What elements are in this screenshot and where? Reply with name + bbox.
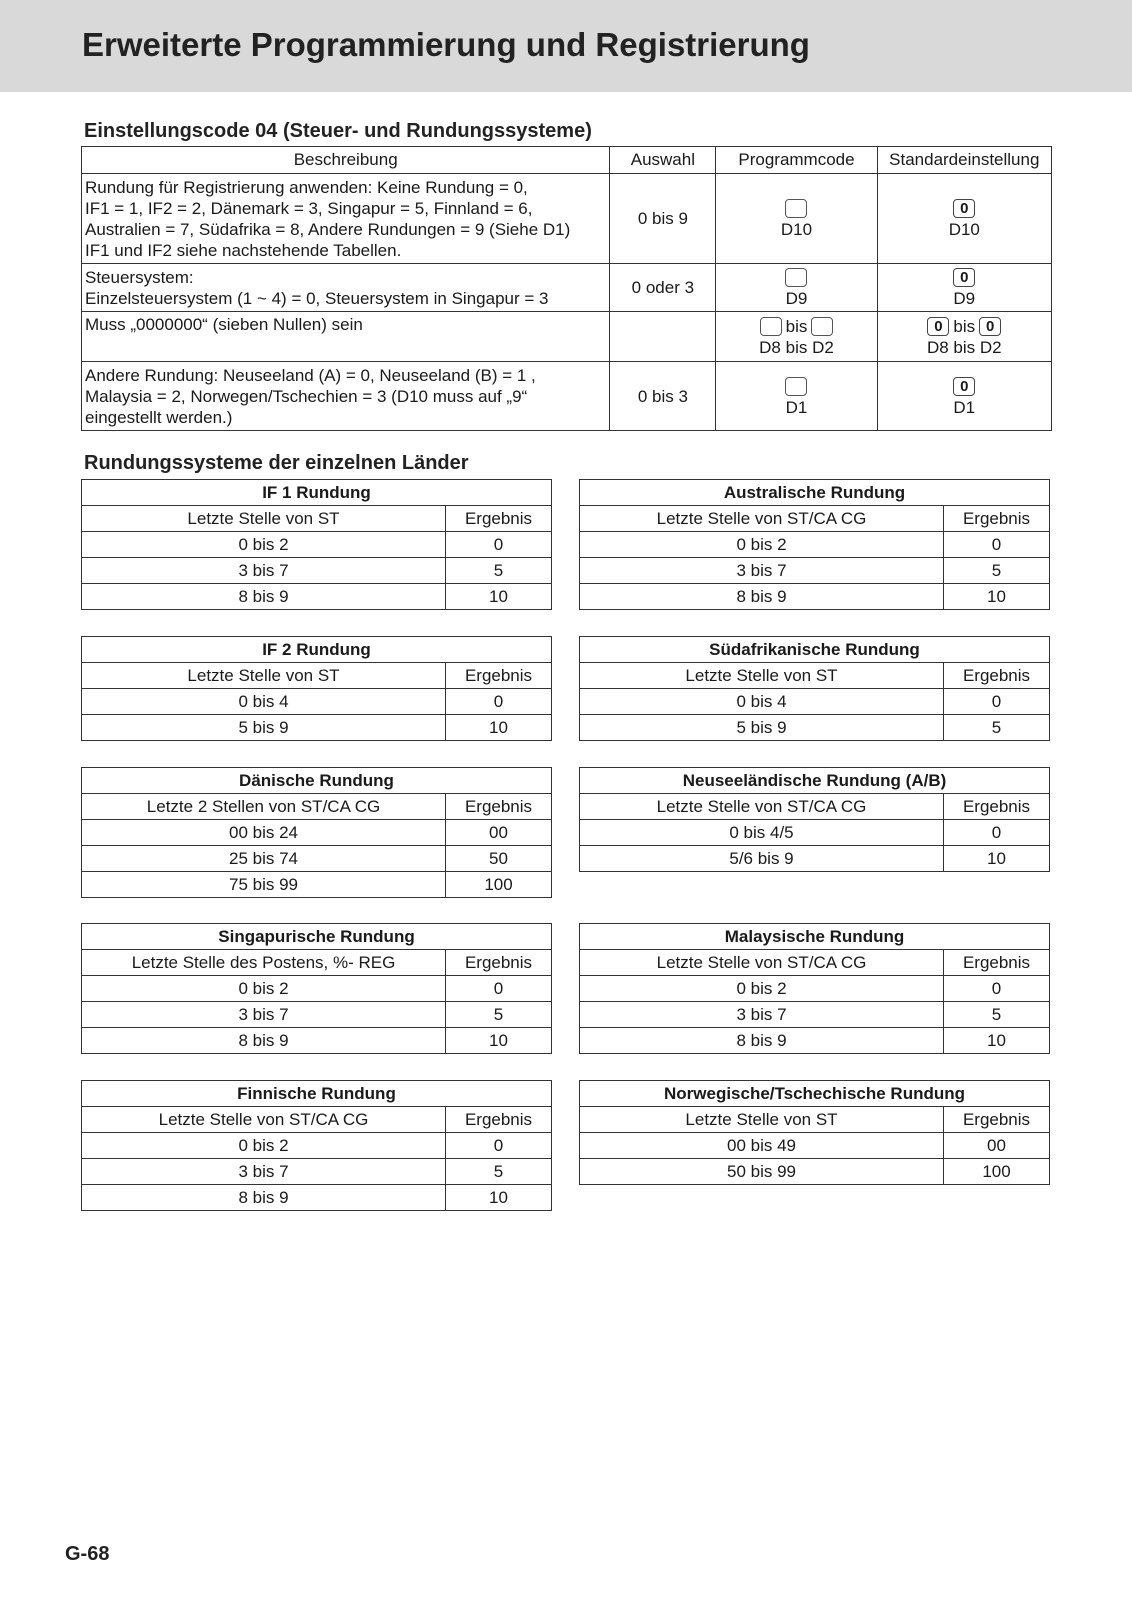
column-header: Letzte Stelle von ST/CA CG bbox=[580, 506, 944, 532]
page-number: G-68 bbox=[65, 1543, 110, 1565]
result-cell: 100 bbox=[944, 1159, 1050, 1185]
rounding-table-title: Südafrikanische Rundung bbox=[580, 637, 1050, 663]
range-cell: 3 bis 7 bbox=[580, 558, 944, 584]
column-header: Ergebnis bbox=[446, 663, 552, 689]
table-row bbox=[580, 558, 1050, 584]
range-cell: 8 bis 9 bbox=[82, 584, 446, 610]
rounding-table-new-zealand bbox=[579, 767, 1050, 872]
table-row bbox=[580, 584, 1050, 610]
table-row bbox=[82, 715, 552, 741]
row-program-code bbox=[716, 312, 877, 362]
result-cell: 0 bbox=[944, 532, 1050, 558]
empty-key-icon bbox=[785, 377, 807, 396]
row-default bbox=[877, 312, 1051, 362]
empty-key-icon bbox=[811, 317, 833, 336]
range-cell: 0 bis 2 bbox=[82, 532, 446, 558]
result-cell: 0 bbox=[446, 532, 552, 558]
result-cell: 10 bbox=[446, 1185, 552, 1211]
result-cell: 10 bbox=[944, 1028, 1050, 1054]
range-cell: 0 bis 2 bbox=[580, 976, 944, 1002]
result-cell: 5 bbox=[944, 1002, 1050, 1028]
range-cell: 8 bis 9 bbox=[580, 584, 944, 610]
row-default bbox=[877, 264, 1051, 312]
rounding-table-if1 bbox=[81, 479, 552, 610]
table-row bbox=[580, 689, 1050, 715]
empty-key-icon bbox=[785, 199, 807, 218]
table-row bbox=[82, 1028, 552, 1054]
table-row bbox=[82, 846, 552, 872]
settings-row-d1 bbox=[82, 362, 1052, 431]
rounding-table-norwegian-czech bbox=[579, 1080, 1050, 1185]
range-cell: 00 bis 24 bbox=[82, 820, 446, 846]
result-cell: 0 bbox=[446, 976, 552, 1002]
column-header-default: Standardeinstellung bbox=[877, 147, 1051, 174]
range-cell: 3 bis 7 bbox=[82, 1002, 446, 1028]
column-header-description: Beschreibung bbox=[82, 147, 610, 174]
column-header: Ergebnis bbox=[446, 950, 552, 976]
row-description bbox=[82, 312, 610, 362]
rounding-table-if2 bbox=[81, 636, 552, 741]
table-row bbox=[82, 558, 552, 584]
range-cell: 0 bis 2 bbox=[580, 532, 944, 558]
rounding-table-title: Singapurische Rundung bbox=[82, 924, 552, 950]
column-header: Letzte Stelle von ST bbox=[82, 663, 446, 689]
rounding-table-singapore bbox=[81, 923, 552, 1054]
settings-row-d8-d2 bbox=[82, 312, 1052, 362]
table-row bbox=[82, 976, 552, 1002]
row-description bbox=[82, 362, 610, 431]
column-header: Ergebnis bbox=[944, 950, 1050, 976]
program-code-label: D9 bbox=[785, 289, 808, 308]
range-cell: 0 bis 2 bbox=[82, 976, 446, 1002]
row-program-code bbox=[716, 174, 877, 264]
rounding-table-title: Australische Rundung bbox=[580, 480, 1050, 506]
table-row bbox=[82, 1133, 552, 1159]
rounding-table-australian bbox=[579, 479, 1050, 610]
result-cell: 50 bbox=[446, 846, 552, 872]
default-code-label: D10 bbox=[948, 220, 980, 239]
result-cell: 0 bbox=[944, 689, 1050, 715]
range-cell: 0 bis 4 bbox=[82, 689, 446, 715]
description-line: Australien = 7, Südafrika = 8, Andere Rundungen = 9 (Siehe D1) bbox=[85, 219, 571, 239]
column-header: Letzte Stelle von ST bbox=[82, 506, 446, 532]
range-cell: 0 bis 2 bbox=[82, 1133, 446, 1159]
result-cell: 5 bbox=[446, 558, 552, 584]
table-row bbox=[82, 1159, 552, 1185]
result-cell: 5 bbox=[446, 1002, 552, 1028]
table-row bbox=[580, 820, 1050, 846]
rounding-table-title: Malaysische Rundung bbox=[580, 924, 1050, 950]
table-row bbox=[580, 846, 1050, 872]
column-header: Letzte Stelle von ST bbox=[580, 663, 944, 689]
rounding-table-title: Dänische Rundung bbox=[82, 768, 552, 794]
settings-header-row bbox=[82, 147, 1052, 174]
settings-table bbox=[81, 146, 1052, 431]
range-cell: 3 bis 7 bbox=[580, 1002, 944, 1028]
range-cell: 0 bis 4/5 bbox=[580, 820, 944, 846]
table-row bbox=[580, 1159, 1050, 1185]
row-program-code bbox=[716, 264, 877, 312]
result-cell: 10 bbox=[944, 584, 1050, 610]
range-cell: 8 bis 9 bbox=[580, 1028, 944, 1054]
settings-section-title: Einstellungscode 04 (Steuer- und Rundungssysteme) bbox=[84, 120, 592, 142]
table-row bbox=[82, 532, 552, 558]
column-header: Letzte Stelle von ST bbox=[580, 1107, 944, 1133]
result-cell: 100 bbox=[446, 872, 552, 898]
column-header: Ergebnis bbox=[944, 1107, 1050, 1133]
range-cell: 0 bis 4 bbox=[580, 689, 944, 715]
rounding-section-title: Rundungssysteme der einzelnen Länder bbox=[84, 452, 469, 474]
rounding-table-title: Norwegische/Tschechische Rundung bbox=[580, 1081, 1050, 1107]
column-header: Letzte Stelle von ST/CA CG bbox=[82, 1107, 446, 1133]
rounding-table-south-african bbox=[579, 636, 1050, 741]
bis-label: bis bbox=[785, 316, 808, 336]
range-cell: 8 bis 9 bbox=[82, 1028, 446, 1054]
range-cell: 50 bis 99 bbox=[580, 1159, 944, 1185]
description-line: Malaysia = 2, Norwegen/Tschechien = 3 (D10 muss auf „9“ bbox=[85, 386, 528, 406]
default-code-label: D1 bbox=[953, 397, 976, 417]
table-row bbox=[82, 820, 552, 846]
rounding-table-finnish bbox=[81, 1080, 552, 1211]
description-line: IF1 und IF2 siehe nachstehende Tabellen. bbox=[85, 240, 402, 260]
row-selection: 0 bis 3 bbox=[610, 362, 716, 431]
column-header: Ergebnis bbox=[944, 794, 1050, 820]
range-cell: 8 bis 9 bbox=[82, 1185, 446, 1211]
range-cell: 5/6 bis 9 bbox=[580, 846, 944, 872]
settings-row-d10 bbox=[82, 174, 1052, 264]
result-cell: 0 bbox=[944, 820, 1050, 846]
result-cell: 0 bbox=[446, 689, 552, 715]
result-cell: 5 bbox=[944, 715, 1050, 741]
rounding-table-title: IF 1 Rundung bbox=[82, 480, 552, 506]
bis-label: bis bbox=[953, 316, 976, 336]
result-cell: 00 bbox=[446, 820, 552, 846]
table-row bbox=[580, 715, 1050, 741]
table-row bbox=[580, 1028, 1050, 1054]
rounding-table-title: Finnische Rundung bbox=[82, 1081, 552, 1107]
column-header: Ergebnis bbox=[446, 794, 552, 820]
program-code-label: D10 bbox=[780, 220, 813, 239]
result-cell: 5 bbox=[944, 558, 1050, 584]
table-row bbox=[580, 976, 1050, 1002]
empty-key-icon bbox=[760, 317, 782, 336]
column-header: Ergebnis bbox=[446, 506, 552, 532]
empty-key-icon bbox=[785, 268, 807, 287]
range-cell: 5 bis 9 bbox=[82, 715, 446, 741]
result-cell: 0 bbox=[446, 1133, 552, 1159]
result-cell: 10 bbox=[944, 846, 1050, 872]
rounding-table-danish bbox=[81, 767, 552, 898]
row-selection bbox=[610, 312, 716, 362]
result-cell: 10 bbox=[446, 715, 552, 741]
program-code-label: D1 bbox=[785, 397, 808, 417]
description-line: Muss „0000000“ (sieben Nullen) sein bbox=[85, 315, 363, 334]
description-line: IF1 = 1, IF2 = 2, Dänemark = 3, Singapur = 5, Finnland = 6, bbox=[85, 198, 533, 218]
column-header: Ergebnis bbox=[944, 663, 1050, 689]
table-row bbox=[580, 1133, 1050, 1159]
key-zero-icon: 0 bbox=[979, 317, 1001, 336]
row-selection: 0 oder 3 bbox=[610, 264, 716, 312]
row-description bbox=[82, 264, 610, 312]
table-row bbox=[580, 532, 1050, 558]
column-header-program-code: Programmcode bbox=[716, 147, 877, 174]
key-zero-icon: 0 bbox=[953, 199, 975, 218]
row-selection: 0 bis 9 bbox=[610, 174, 716, 264]
description-line: eingestellt werden.) bbox=[85, 407, 233, 427]
description-line: Andere Rundung: Neuseeland (A) = 0, Neuseeland (B) = 1 , bbox=[85, 365, 536, 385]
page-title: Erweiterte Programmierung und Registrierung bbox=[82, 26, 810, 63]
column-header: Ergebnis bbox=[944, 506, 1050, 532]
table-row bbox=[82, 584, 552, 610]
default-code-label: D8 bis D2 bbox=[926, 338, 1002, 357]
column-header: Ergebnis bbox=[446, 1107, 552, 1133]
description-line: Rundung für Registrierung anwenden: Keine Rundung = 0, bbox=[85, 177, 528, 197]
table-row bbox=[580, 1002, 1050, 1028]
range-cell: 75 bis 99 bbox=[82, 872, 446, 898]
column-header: Letzte Stelle von ST/CA CG bbox=[580, 794, 944, 820]
column-header: Letzte 2 Stellen von ST/CA CG bbox=[82, 794, 446, 820]
table-row bbox=[82, 689, 552, 715]
row-description bbox=[82, 174, 610, 264]
result-cell: 0 bbox=[944, 976, 1050, 1002]
range-cell: 3 bis 7 bbox=[82, 1159, 446, 1185]
column-header-selection: Auswahl bbox=[610, 147, 716, 174]
table-row bbox=[82, 872, 552, 898]
rounding-table-malaysian bbox=[579, 923, 1050, 1054]
key-zero-icon: 0 bbox=[927, 317, 949, 336]
result-cell: 00 bbox=[944, 1133, 1050, 1159]
result-cell: 5 bbox=[446, 1159, 552, 1185]
range-cell: 25 bis 74 bbox=[82, 846, 446, 872]
description-line: Einzelsteuersystem (1 ~ 4) = 0, Steuersystem in Singapur = 3 bbox=[85, 288, 549, 308]
range-cell: 5 bis 9 bbox=[580, 715, 944, 741]
rounding-table-title: IF 2 Rundung bbox=[82, 637, 552, 663]
settings-row-d9 bbox=[82, 264, 1052, 312]
range-cell: 00 bis 49 bbox=[580, 1133, 944, 1159]
table-row bbox=[82, 1185, 552, 1211]
key-zero-icon: 0 bbox=[953, 268, 975, 287]
rounding-table-title: Neuseeländische Rundung (A/B) bbox=[580, 768, 1050, 794]
column-header: Letzte Stelle von ST/CA CG bbox=[580, 950, 944, 976]
row-program-code bbox=[716, 362, 877, 431]
description-line: Steuersystem: bbox=[85, 267, 194, 287]
column-header: Letzte Stelle des Postens, %- REG bbox=[82, 950, 446, 976]
row-default bbox=[877, 362, 1051, 431]
default-code-label: D9 bbox=[953, 289, 976, 308]
result-cell: 10 bbox=[446, 584, 552, 610]
row-default bbox=[877, 174, 1051, 264]
key-zero-icon: 0 bbox=[953, 377, 975, 396]
program-code-label: D8 bis D2 bbox=[759, 338, 834, 357]
range-cell: 3 bis 7 bbox=[82, 558, 446, 584]
table-row bbox=[82, 1002, 552, 1028]
result-cell: 10 bbox=[446, 1028, 552, 1054]
